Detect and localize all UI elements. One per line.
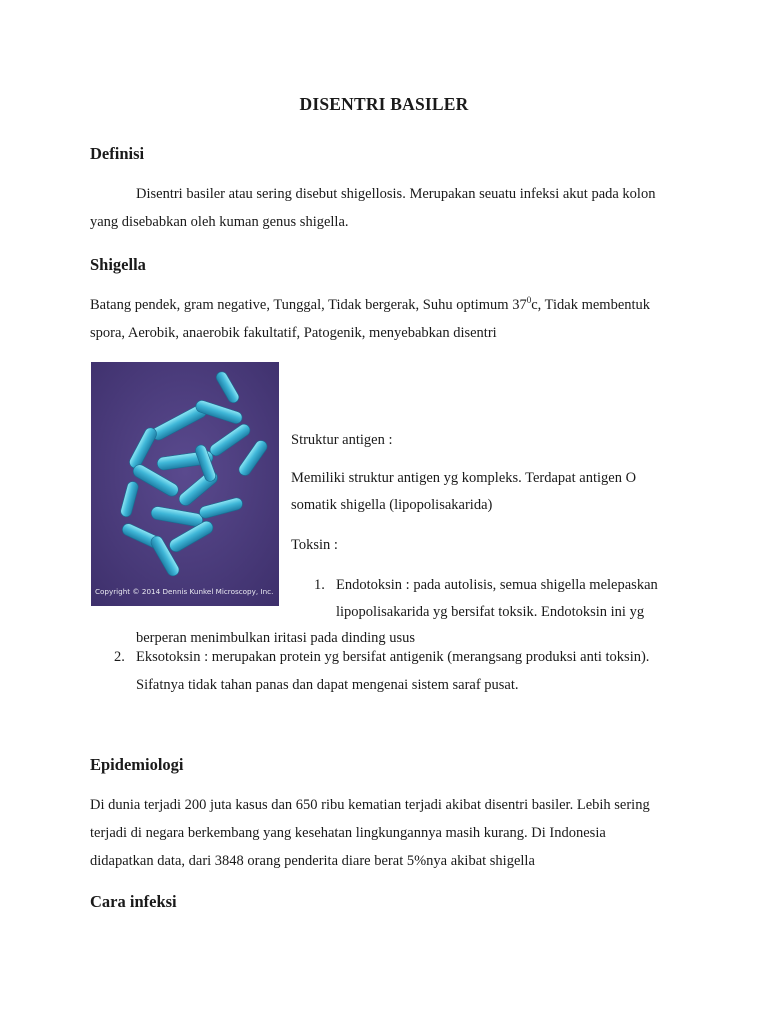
definisi-line-1: Disentri basiler atau sering disebut shigellosis. Merupakan seuatu infeksi akut pada kolon	[136, 186, 656, 202]
heading-epidemiologi: Epidemiologi	[90, 755, 184, 774]
antigen-label: Struktur antigen :	[291, 432, 393, 448]
epidemiologi-paragraph	[90, 791, 690, 875]
list-marker-2: 2.	[114, 649, 125, 665]
heading-shigella: Shigella	[90, 255, 146, 274]
shigella-line-1	[90, 291, 690, 319]
definisi-paragraph	[90, 180, 690, 236]
definisi-line-2: yang disebabkan oleh kuman genus shigella.	[90, 214, 349, 230]
shigella-microscopy-image	[91, 362, 279, 606]
heading-definisi: Definisi	[90, 144, 145, 163]
antigen-line-1: Memiliki struktur antigen yg kompleks. Terdapat antigen O	[291, 470, 637, 486]
shigella-line-2: spora, Aerobik, anaerobik fakultatif, Patogenik, menyebabkan disentri	[90, 325, 497, 341]
epidemiologi-line-2: terjadi di negara berkembang yang kesehatan lingkungannya masih kurang. Di Indonesia	[90, 825, 606, 841]
shigella-line-1-post: c, Tidak membentuk	[531, 297, 651, 313]
endotoksin-line-3: berperan menimbulkan iritasi pada dinding usus	[136, 630, 416, 646]
shigella-line-1-pre: Batang pendek, gram negative, Tunggal, Tidak bergerak, Suhu optimum 37	[90, 297, 527, 313]
image-copyright-caption: Copyright © 2014 Dennis Kunkel Microscopy, Inc.	[95, 587, 274, 596]
document-title: DISENTRI BASILER	[299, 94, 469, 114]
eksotoksin-line-1: Eksotoksin : merupakan protein yg bersifat antigenik (merangsang produksi anti toksin).	[136, 649, 650, 665]
endotoksin-line-1: Endotoksin : pada autolisis, semua shigella melepaskan	[336, 577, 658, 593]
eksotoksin-line-2: Sifatnya tidak tahan panas dan dapat mengenai sistem saraf pusat.	[136, 677, 519, 693]
shigella-paragraph	[90, 291, 690, 347]
endotoksin-line-2: lipopolisakarida yg bersifat toksik. Endotoksin ini yg	[336, 604, 645, 620]
toksin-label: Toksin :	[291, 537, 338, 553]
epidemiologi-line-3: didapatkan data, dari 3848 orang penderita diare berat 5%nya akibat shigella	[90, 853, 535, 869]
degree-superscript: 0	[526, 295, 532, 306]
heading-cara-infeksi: Cara infeksi	[90, 892, 177, 911]
antigen-line-2: somatik shigella (lipopolisakarida)	[291, 497, 493, 513]
list-marker-1: 1.	[314, 577, 325, 593]
epidemiologi-line-1: Di dunia terjadi 200 juta kasus dan 650 ribu kematian terjadi akibat disentri basiler. Lebih sering	[90, 797, 650, 813]
